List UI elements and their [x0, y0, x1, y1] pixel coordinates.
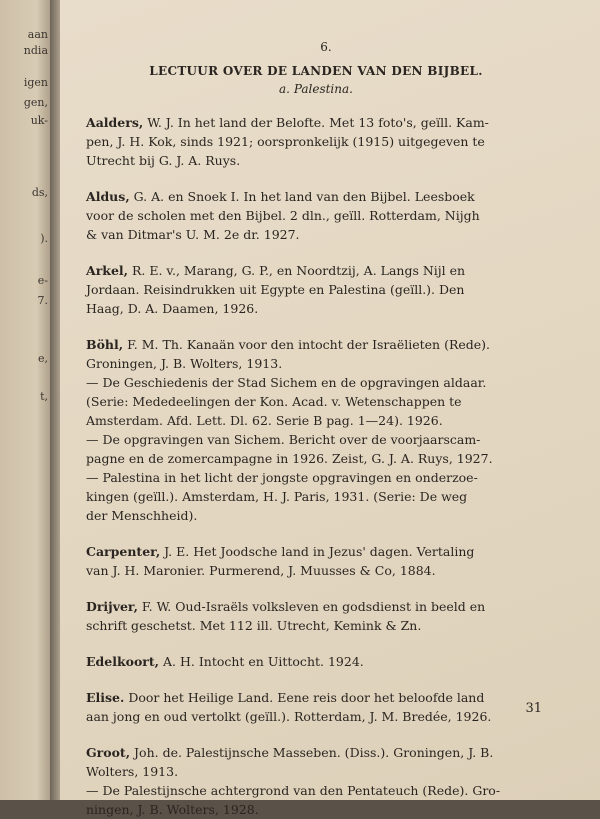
entry-line [86, 187, 526, 206]
left-page-fragment: uk- [30, 114, 48, 127]
entry-author: Edelkoort, [86, 654, 160, 669]
bibliography-entry [86, 542, 526, 580]
entry-author: Böhl, [86, 337, 124, 352]
left-page-fragment: t, [40, 390, 48, 403]
book-page [60, 0, 600, 817]
subsection-title: a. Palestina. [279, 82, 353, 96]
entry-text: Joh. de. Palestijnsche Masseben. (Diss.). Groningen, J. B. [130, 745, 494, 760]
entry-text: G. A. en Snoek I. In het land van den Bijbel. Leesboek [129, 189, 475, 204]
entry-sub-line: — Palestina in het licht der jongste opgravingen en onderzoe- [86, 470, 478, 485]
left-page-fragment: gen, [23, 96, 48, 109]
entry-line [86, 335, 526, 354]
entry-sub-line: — De Palestijnsche achtergrond van den Pentateuch (Rede). Gro- [86, 783, 501, 798]
entry-line: van J. H. Maronier. Purmerend, J. Muusses & Co, 1884. [86, 563, 436, 578]
bibliography-entry [86, 261, 526, 318]
entry-line: aan jong en oud vertolkt (geïll.). Rotterdam, J. M. Bredée, 1926. [86, 709, 492, 724]
left-page-fragment: ndia [23, 44, 48, 57]
entry-author: Aalders, [86, 115, 144, 130]
left-page-fragment: e- [37, 274, 48, 287]
left-page-fragment: 7. [37, 294, 48, 307]
entry-line [86, 743, 526, 762]
bibliography-entry [86, 688, 526, 726]
entry-author: Drijver, [86, 599, 138, 614]
left-page-fragment: e, [37, 352, 48, 365]
entry-line: & van Ditmar's U. M. 2e dr. 1927. [86, 227, 300, 242]
left-page-edge [0, 0, 52, 800]
entry-text: F. M. Th. Kanaän voor den intocht der Israëlieten (Rede). [123, 337, 491, 352]
entry-sub-line: — De Geschiedenis der Stad Sichem en de opgravingen aldaar. [86, 375, 487, 390]
entry-line: Wolters, 1913. [86, 764, 179, 779]
section-title: LECTUUR OVER DE LANDEN VAN DEN BIJBEL. [149, 64, 483, 78]
entry-author: Carpenter, [86, 544, 161, 559]
entry-author: Elise. [86, 690, 125, 705]
entry-line [86, 113, 526, 132]
entry-text: F. W. Oud-Israëls volksleven en godsdienst in beeld en [137, 599, 486, 614]
entry-author: Arkel, [86, 263, 128, 278]
entry-line: Jordaan. Reisindrukken uit Egypte en Palestina (geïll.). Den [86, 282, 465, 297]
left-page-fragment: aan [27, 28, 48, 41]
left-page-fragment: igen [23, 76, 48, 89]
entry-line: voor de scholen met den Bijbel. 2 dln., geïll. Rotterdam, Nijgh [86, 208, 480, 223]
left-page-fragment: ). [40, 232, 48, 245]
left-page-fragment: ds, [31, 186, 48, 199]
entry-author: Groot, [86, 745, 131, 760]
entry-line: schrift geschetst. Met 112 ill. Utrecht, Kemink & Zn. [86, 618, 422, 633]
entry-line: ningen, J. B. Wolters, 1928. [86, 802, 259, 817]
entry-text: W. J. In het land der Belofte. Met 13 foto's, geïll. Kam- [143, 115, 489, 130]
entry-line: Amsterdam. Afd. Lett. Dl. 62. Serie B pag. 1—24). 1926. [86, 413, 443, 428]
entry-line: Haag, D. A. Daamen, 1926. [86, 301, 259, 316]
bibliography-entry [86, 335, 526, 525]
bibliography-entry [86, 652, 526, 671]
bibliography-entry [86, 113, 526, 170]
entry-text: Door het Heilige Land. Eene reis door het beloofde land [124, 690, 485, 705]
bibliography-entry [86, 743, 526, 819]
entry-line: Groningen, J. B. Wolters, 1913. [86, 356, 283, 371]
entry-line: kingen (geïll.). Amsterdam, H. J. Paris, 1931. (Serie: De weg [86, 489, 468, 504]
entry-text: R. E. v., Marang, G. P., en Noordtzij, A. Langs Nijl en [128, 263, 466, 278]
page-content [86, 40, 526, 819]
entry-line [86, 597, 526, 616]
entry-text: A. H. Intocht en Uittocht. 1924. [159, 654, 364, 669]
entry-line: pen, J. H. Kok, sinds 1921; oorspronkelijk (1915) uitgegeven te [86, 134, 485, 149]
bibliography-entry [86, 187, 526, 244]
section-number: 6. [320, 40, 332, 54]
entry-line: pagne en de zomercampagne in 1926. Zeist, G. J. A. Ruys, 1927. [86, 451, 493, 466]
entry-line: der Menschheid). [86, 508, 198, 523]
page-number: 31 [525, 701, 542, 716]
entry-text: J. E. Het Joodsche land in Jezus' dagen. Vertaling [160, 544, 475, 559]
entry-line [86, 688, 526, 707]
entry-sub-line: — De opgravingen van Sichem. Bericht over de voorjaarscam- [86, 432, 481, 447]
entry-line [86, 261, 526, 280]
entry-author: Aldus, [86, 189, 130, 204]
entry-line: Utrecht bij G. J. A. Ruys. [86, 153, 241, 168]
entry-line [86, 652, 526, 671]
entry-line [86, 542, 526, 561]
bibliography-entry [86, 597, 526, 635]
entry-line: (Serie: Mededeelingen der Kon. Acad. v. Wetenschappen te [86, 394, 462, 409]
